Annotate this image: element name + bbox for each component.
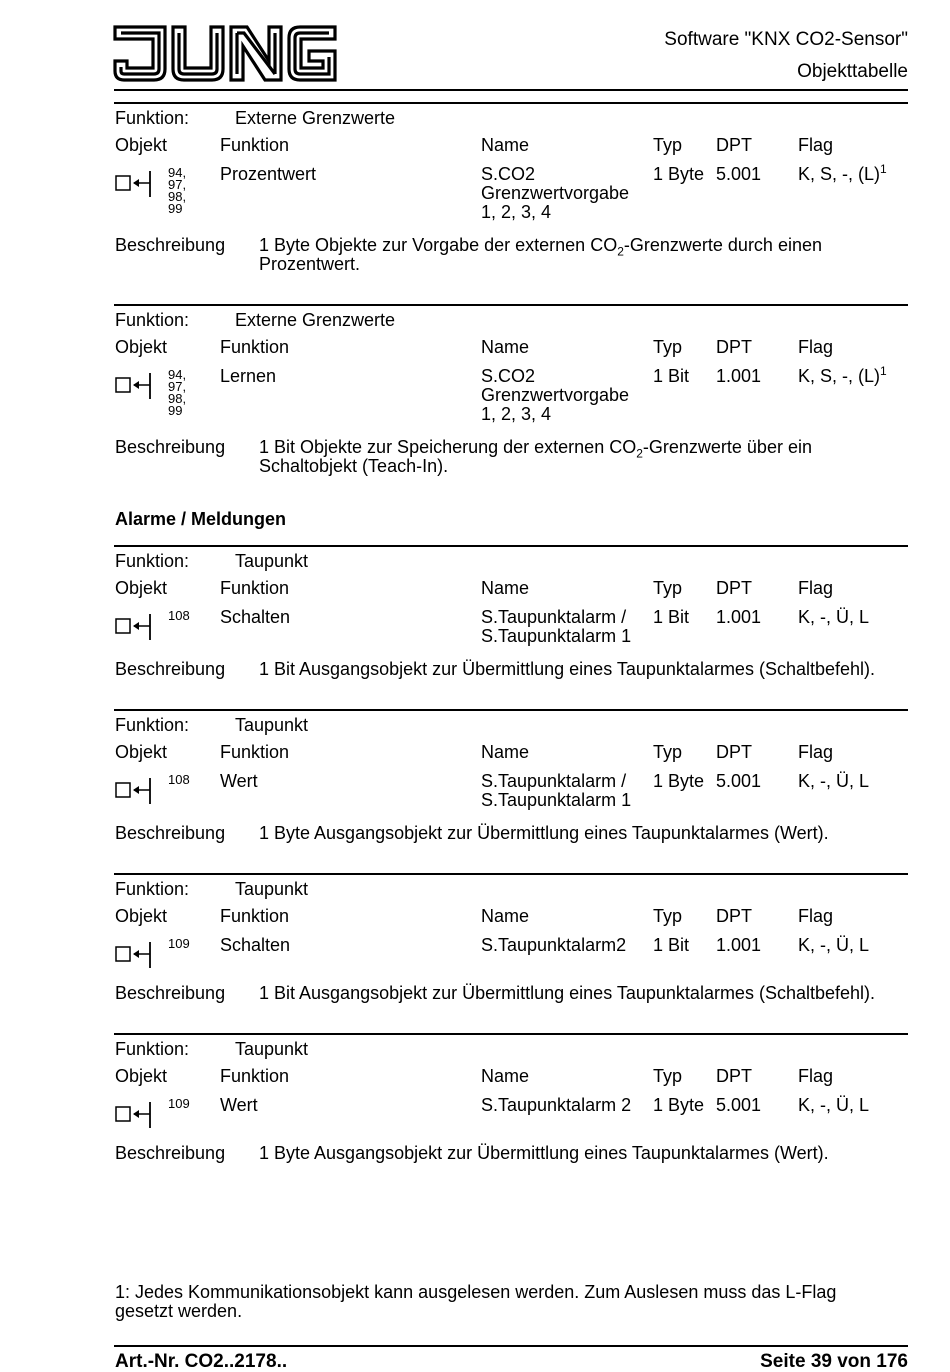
dpt-value: 5.001 (716, 164, 762, 184)
typ-value: 1 Bit (653, 607, 690, 627)
subscript: 2 (636, 446, 643, 461)
object-name-line: S.CO2 (481, 366, 536, 386)
col-header-dpt: DPT (716, 1066, 752, 1086)
description-text: 1 Bit Ausgangsobjekt zur Übermittlung eines Taupunktalarmes (Schaltbefehl). (259, 659, 876, 679)
object-number: 108 (168, 772, 190, 787)
beschreibung-label: Beschreibung (115, 1143, 226, 1163)
flag-text: K, S, -, (L) (798, 366, 881, 386)
description-text: 1 Bit Ausgangsobjekt zur Übermittlung eines Taupunktalarmes (Schaltbefehl). (259, 983, 876, 1003)
flag-text: K, -, Ü, L (798, 607, 870, 627)
col-header-flag: Flag (798, 337, 834, 357)
object-number: 109 (168, 1096, 190, 1111)
col-header-funktion: Funktion (220, 135, 290, 155)
typ-value: 1 Bit (653, 935, 690, 955)
col-header-funktion: Funktion (220, 742, 290, 762)
flag-text: K, -, Ü, L (798, 1095, 870, 1115)
object-block (0, 545, 950, 725)
col-header-dpt: DPT (716, 906, 752, 926)
col-header-funktion: Funktion (220, 337, 290, 357)
object-name-line: 1, 2, 3, 4 (481, 404, 552, 424)
funktion-title: Taupunkt (235, 551, 309, 571)
object-block (0, 873, 950, 1053)
footer-rule (114, 1345, 908, 1347)
col-header-typ: Typ (653, 906, 683, 926)
funktion-value: Schalten (220, 607, 291, 627)
funktion-title: Taupunkt (235, 879, 309, 899)
col-header-flag: Flag (798, 578, 834, 598)
beschreibung-label: Beschreibung (115, 823, 226, 843)
beschreibung-label: Beschreibung (115, 235, 226, 255)
flag-text: K, -, Ü, L (798, 771, 870, 791)
document-title: Software "KNX CO2-Sensor" (664, 29, 908, 50)
output-object-icon (114, 372, 154, 405)
col-header-funktion: Funktion (220, 906, 290, 926)
col-header-typ: Typ (653, 337, 683, 357)
funktion-value: Prozentwert (220, 164, 317, 184)
object-block (0, 1033, 950, 1213)
funktion-label: Funktion: (115, 551, 190, 571)
object-block (0, 102, 950, 282)
document-subtitle: Objekttabelle (797, 61, 908, 82)
col-header-objekt: Objekt (115, 1066, 168, 1086)
footnote: 1: Jedes Kommunikationsobjekt kann ausgelesen werden. Zum Auslesen muss das L-Flag gesetzt werden. (115, 1282, 837, 1321)
typ-value: 1 Byte (653, 164, 705, 184)
funktion-title: Taupunkt (235, 1039, 309, 1059)
output-object-icon (114, 941, 154, 974)
funktion-value: Wert (220, 1095, 258, 1115)
object-name-line: S.Taupunktalarm / (481, 607, 627, 627)
typ-value: 1 Byte (653, 1095, 705, 1115)
col-header-name: Name (481, 742, 530, 762)
typ-value: 1 Byte (653, 771, 705, 791)
object-name-line: S.Taupunktalarm 2 (481, 1095, 632, 1115)
flag-text: K, -, Ü, L (798, 935, 870, 955)
object-name-line: S.Taupunktalarm / (481, 771, 627, 791)
description-text-line2: Prozentwert. (259, 254, 361, 274)
dpt-value: 5.001 (716, 771, 762, 791)
typ-value: 1 Bit (653, 366, 690, 386)
funktion-value: Schalten (220, 935, 291, 955)
object-block (0, 709, 950, 889)
col-header-typ: Typ (653, 742, 683, 762)
description-part: -Grenzwerte über ein (642, 437, 812, 457)
col-header-typ: Typ (653, 1066, 683, 1086)
col-header-objekt: Objekt (115, 906, 168, 926)
output-object-icon (114, 170, 154, 203)
object-name-line: S.CO2 (481, 164, 536, 184)
col-header-flag: Flag (798, 135, 834, 155)
col-header-flag: Flag (798, 742, 834, 762)
col-header-objekt: Objekt (115, 742, 168, 762)
object-name-line: 1, 2, 3, 4 (481, 202, 552, 222)
description-text (259, 235, 822, 259)
col-header-name: Name (481, 1066, 530, 1086)
col-header-funktion: Funktion (220, 1066, 290, 1086)
col-header-name: Name (481, 578, 530, 598)
col-header-objekt: Objekt (115, 135, 168, 155)
funktion-title: Externe Grenzwerte (235, 310, 396, 330)
output-object-icon (114, 613, 154, 646)
col-header-name: Name (481, 906, 530, 926)
col-header-typ: Typ (653, 135, 683, 155)
col-header-dpt: DPT (716, 578, 752, 598)
col-header-dpt: DPT (716, 742, 752, 762)
header-rule (114, 89, 908, 91)
object-name-line: Grenzwertvorgabe (481, 183, 630, 203)
funktion-title: Externe Grenzwerte (235, 108, 396, 128)
col-header-objekt: Objekt (115, 578, 168, 598)
footnote-marker: 1 (880, 364, 887, 378)
flag-value (798, 608, 869, 627)
dpt-value: 1.001 (716, 607, 762, 627)
article-number: Art.-Nr. CO2..2178.. (115, 1351, 288, 1372)
flag-value (798, 936, 869, 955)
output-object-icon (114, 1101, 154, 1134)
object-number: 108 (168, 608, 190, 623)
object-number: 109 (168, 936, 190, 951)
col-header-dpt: DPT (716, 337, 752, 357)
object-name-line: S.Taupunktalarm2 (481, 935, 627, 955)
jung-logo (113, 25, 337, 83)
description-part: -Grenzwerte durch einen (623, 235, 822, 255)
funktion-title: Taupunkt (235, 715, 309, 735)
col-header-name: Name (481, 135, 530, 155)
block-rule (114, 304, 908, 306)
col-header-funktion: Funktion (220, 578, 290, 598)
output-object-icon (114, 777, 154, 810)
flag-value (798, 1096, 869, 1115)
description-part: 1 Byte Objekte zur Vorgabe der externen CO (259, 235, 618, 255)
funktion-label: Funktion: (115, 108, 190, 128)
object-number: 94, 97, 98, 99 (168, 165, 187, 216)
subscript: 2 (617, 244, 624, 259)
dpt-value: 1.001 (716, 366, 762, 386)
col-header-typ: Typ (653, 578, 683, 598)
dpt-value: 5.001 (716, 1095, 762, 1115)
object-name-line: S.Taupunktalarm 1 (481, 626, 632, 646)
object-number: 94, 97, 98, 99 (168, 367, 187, 418)
block-rule (114, 709, 908, 711)
block-rule (114, 873, 908, 875)
object-name-line: S.Taupunktalarm 1 (481, 790, 632, 810)
col-header-name: Name (481, 337, 530, 357)
block-rule (114, 102, 908, 104)
beschreibung-label: Beschreibung (115, 983, 226, 1003)
block-rule (114, 1033, 908, 1035)
funktion-label: Funktion: (115, 1039, 190, 1059)
col-header-dpt: DPT (716, 135, 752, 155)
funktion-label: Funktion: (115, 879, 190, 899)
object-name-line: Grenzwertvorgabe (481, 385, 630, 405)
flag-value (798, 162, 887, 184)
description-text (259, 437, 812, 461)
beschreibung-label: Beschreibung (115, 659, 226, 679)
section-title-alarme: Alarme / Meldungen (115, 509, 287, 529)
col-header-flag: Flag (798, 906, 834, 926)
description-text: 1 Byte Ausgangsobjekt zur Übermittlung eines Taupunktalarmes (Wert). (259, 1143, 829, 1163)
funktion-label: Funktion: (115, 310, 190, 330)
flag-value (798, 772, 869, 791)
description-part: 1 Bit Objekte zur Speicherung der externen CO (259, 437, 637, 457)
object-block (0, 304, 950, 484)
beschreibung-label: Beschreibung (115, 437, 226, 457)
flag-value (798, 364, 887, 386)
dpt-value: 1.001 (716, 935, 762, 955)
flag-text: K, S, -, (L) (798, 164, 881, 184)
funktion-label: Funktion: (115, 715, 190, 735)
description-text: 1 Byte Ausgangsobjekt zur Übermittlung eines Taupunktalarmes (Wert). (259, 823, 829, 843)
col-header-objekt: Objekt (115, 337, 168, 357)
footnote-marker: 1 (880, 162, 887, 176)
funktion-value: Wert (220, 771, 258, 791)
description-text-line2: Schaltobjekt (Teach-In). (259, 456, 449, 476)
col-header-flag: Flag (798, 1066, 834, 1086)
funktion-value: Lernen (220, 366, 277, 386)
page-number: Seite 39 von 176 (760, 1351, 908, 1372)
block-rule (114, 545, 908, 547)
